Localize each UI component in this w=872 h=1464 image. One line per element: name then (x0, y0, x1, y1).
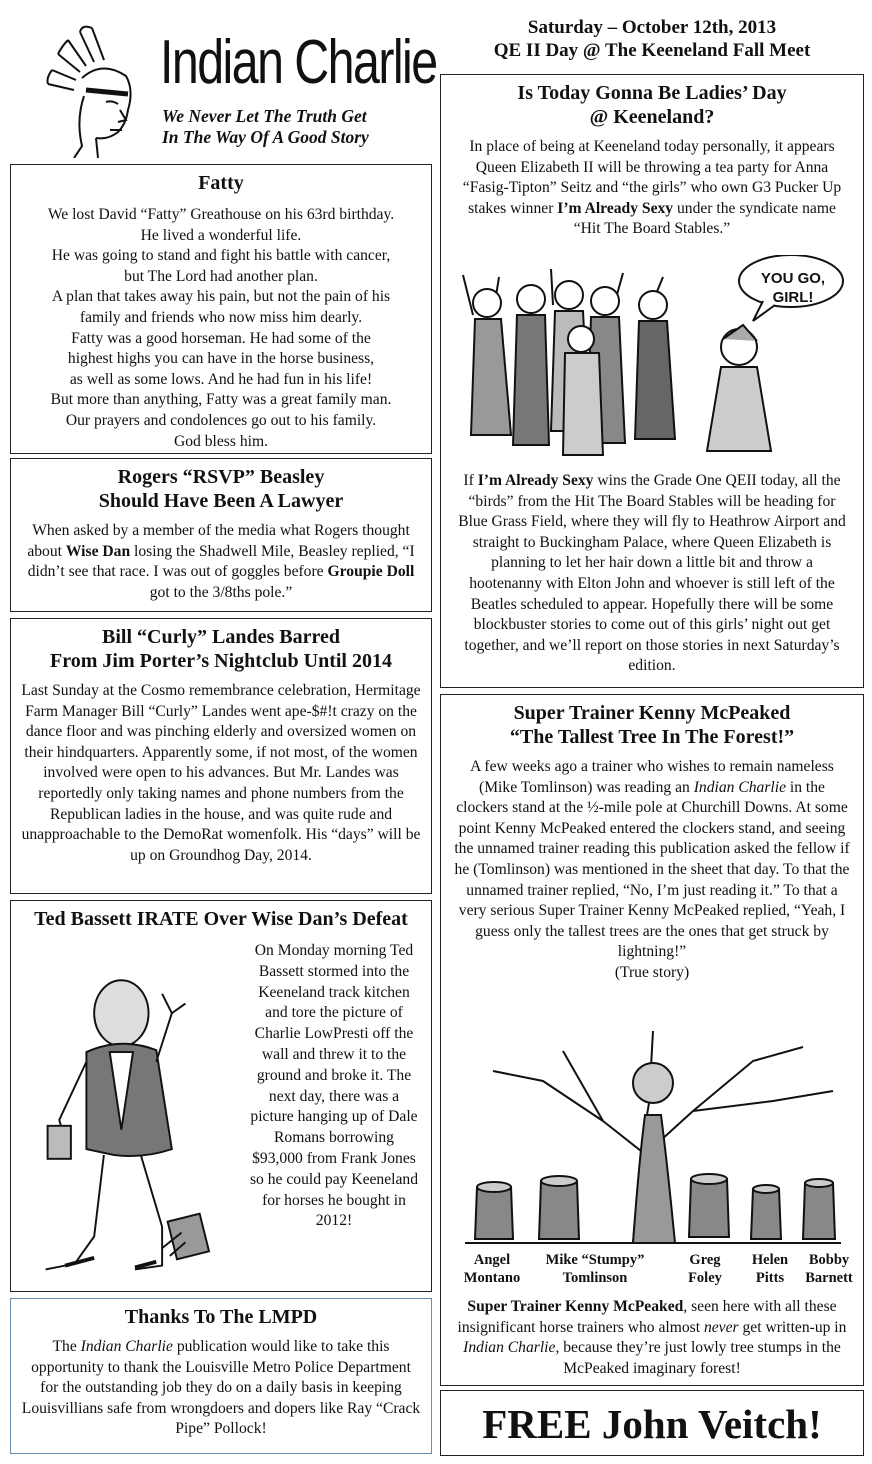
issue-date-line (440, 16, 864, 62)
stump-label-line: Pitts (755, 1270, 785, 1286)
ladies-text-3: If (463, 472, 478, 489)
fatty-line: Fatty was a good horseman. He had some of the (71, 329, 371, 347)
ladies-day-headline (441, 81, 863, 129)
fatty-line: But more than anything, Fatty was a great family man. (50, 391, 392, 409)
tagline-line-2: In The Way Of A Good Story (162, 127, 369, 147)
lmpd-text-2: publication would like to take this opportunity to thank the Louisville Metro Police Department for the outstanding job they do on a daily basis in keeping Louisvillians safe from wrongdoers and dopers like Ray “Crack Pipe” Pollock! (21, 1338, 421, 1438)
tree-caption (453, 1297, 851, 1379)
ladies-headline-line-2: @ Keeneland? (589, 106, 715, 128)
stump-label-line: Greg (689, 1252, 721, 1268)
stump-label-line: Montano (463, 1270, 521, 1286)
caption-text-3: , because they’re just lowly tree stumps in the McPeaked imaginary forest! (555, 1339, 841, 1377)
speech-bubble-line-1: YOU GO, (760, 270, 826, 287)
landes-article (10, 618, 432, 894)
fatty-line: but The Lord had another plan. (124, 267, 318, 285)
masthead-title: Indian Charlie (160, 28, 437, 97)
stump-label-line: Foley (688, 1270, 722, 1286)
stump-label-line: Angel (473, 1252, 511, 1268)
beasley-headline-line-1: Rogers “RSVP” Beasley (117, 466, 325, 488)
landes-headline-line-1: Bill “Curly” Landes Barred (102, 626, 340, 648)
beasley-text-2: losing the Shadwell Mile, Beasley replied, “I didn’t see that race. I was out of goggles before (27, 542, 415, 581)
ladies-body (453, 471, 851, 677)
ladies-bold-2: I’m Already Sexy (477, 472, 594, 489)
lmpd-article (10, 1298, 432, 1454)
fatty-line: as well as some lows. And he had fun in his life! (69, 370, 373, 388)
bassett-headline: Ted Bassett IRATE Over Wise Dan’s Defeat (34, 908, 408, 930)
ted-bassett-cartoon (23, 955, 243, 1285)
speech-bubble-line-2: GIRL! (772, 289, 814, 306)
mcpeaked-headline-line-1: Super Trainer Kenny McPeaked (513, 702, 791, 724)
stump-label-helen-pitts (743, 1251, 797, 1287)
beasley-bold-1: Wise Dan (65, 542, 131, 560)
fatty-body (11, 205, 431, 452)
stump-label-greg-foley (675, 1251, 735, 1287)
beasley-text-3: got to the 3/8ths pole.” (149, 583, 293, 601)
bassett-article (10, 900, 432, 1292)
bassett-body: On Monday morning Ted Bassett stormed into the Keeneland track kitchen and tore the picture of Charlie LowPresti off the wall and threw it to the ground and broke it. The next day, there was a picture hanging up of Dale Romans borrowing $93,000 from Frank Jones so he could pay Keeneland for horses he bought in 2012! (249, 942, 418, 1230)
mcpeaked-text-1: A few weeks ago a trainer who wishes to remain nameless (Mike Tomlinson) was reading an (470, 758, 834, 796)
free-john-veitch-text: FREE John Veitch! (482, 1401, 822, 1447)
stump-label-line: Helen (751, 1252, 789, 1268)
mcpeaked-text-2: in the clockers stand at the ½-mile pole at Churchill Downs. At some point Kenny McPeaked entered the clockers stand, and seeing the unnamed trainer reading this publication asked the fellow if he (Tomlinson) was mentioned in the sheet that day. To that the unnamed trainer replied, “No, I’m just reading it.” To that a very serious Super Trainer Kenny McPeaked replied, “Yeah, I guess only the tallest trees are the ones that get struck by lightning!” (454, 778, 850, 961)
ladies-headline-line-1: Is Today Gonna Be Ladies’ Day (517, 82, 787, 104)
caption-text-1: , seen here with all these insignificant horse trainers who almost (457, 1298, 837, 1336)
mcpeaked-body (441, 757, 863, 963)
indian-charlie-logo (22, 20, 150, 158)
caption-text-2: get written-up in (738, 1318, 847, 1336)
landes-headline-line-2: From Jim Porter’s Nightclub Until 2014 (50, 650, 392, 672)
stump-label-line: Barnett (805, 1270, 853, 1286)
stump-label-line: Tomlinson (562, 1270, 628, 1286)
lmpd-text-1: The (52, 1338, 81, 1355)
fatty-line: God bless him. (174, 432, 268, 450)
true-story-note: (True story) (614, 963, 690, 981)
beasley-headline-line-2: Should Have Been A Lawyer (98, 490, 344, 512)
stump-label-angel-montano (457, 1251, 527, 1287)
fatty-line: He was going to stand and fight his battle with cancer, (51, 247, 391, 265)
speech-bubble-text (747, 269, 839, 307)
stump-label-line: Bobby (808, 1252, 850, 1268)
stump-label-line: Mike “Stumpy” (545, 1252, 645, 1268)
ladies-text-2: under the syndicate name “Hit The Board Stables.” (573, 199, 836, 238)
lmpd-italic-1: Indian Charlie (80, 1338, 173, 1355)
beasley-headline (11, 465, 431, 513)
fatty-line: He lived a wonderful life. (140, 226, 302, 244)
fatty-line: We lost David “Fatty” Greathouse on his 63rd birthday. (47, 206, 395, 223)
beasley-body (11, 521, 431, 603)
fatty-line: highest highs you can have in the horse business, (67, 350, 375, 368)
fatty-line: A plan that takes away his pain, but not the pain of his (51, 288, 391, 306)
beasley-text-1: When asked by a member of the media what Rogers thought about (27, 522, 410, 560)
mcpeaked-headline-line-2: “The Tallest Tree In The Forest!” (509, 726, 795, 748)
masthead-tagline (162, 106, 369, 148)
mcpeaked-headline (441, 701, 863, 749)
tallest-tree-cartoon (453, 1011, 853, 1251)
mcpeaked-article (440, 694, 864, 1386)
ladies-day-article (440, 74, 864, 688)
landes-body: Last Sunday at the Cosmo remembrance celebration, Hermitage Farm Manager Bill “Curly” Landes went ape-$#!t crazy on the dance floor and was pinching elderly and oversized women on their hindquarters. Apparently some, if not most, of the women involved were open to his advances. But Mr. Landes was reportedly only taking names and phone numbers from the Republican ladies in the house, and was quite rude and unapproachable to the DemoRat womenfolk. His “days” will be up on Groundhog Day, 2014. (21, 682, 421, 864)
beasley-bold-2: Groupie Doll (327, 563, 415, 581)
caption-bold: Super Trainer Kenny McPeaked (467, 1298, 684, 1315)
fatty-line: Our prayers and condolences go out to his family. (65, 411, 377, 429)
issue-event: QE II Day @ The Keeneland Fall Meet (493, 40, 811, 61)
tagline-line-1: We Never Let The Truth Get (162, 106, 367, 126)
lmpd-headline: Thanks To The LMPD (124, 1306, 318, 1328)
mcpeaked-italic-1: Indian Charlie (693, 778, 786, 796)
stump-label-bobby-barnett (799, 1251, 859, 1287)
caption-italic-2: Indian Charlie (463, 1339, 556, 1357)
landes-headline (11, 625, 431, 673)
stump-label-mike-tomlinson (533, 1251, 657, 1287)
ladies-bold-1: I’m Already Sexy (557, 199, 674, 217)
issue-date: Saturday – October 12th, 2013 (527, 17, 777, 38)
ladies-intro (441, 137, 863, 240)
free-john-veitch-banner (440, 1390, 864, 1456)
fatty-headline: Fatty (198, 172, 244, 194)
ladies-text-1: In place of being at Keeneland today personally, it appears Queen Elizabeth II will be throwing a tea party for Anna “Fasig-Tipton” Seitz and “the girls” who own G3 Pucker Up stakes winner (462, 138, 842, 217)
fatty-article (10, 164, 432, 454)
ladies-text-4: wins the Grade One QEII today, all the “birds” from the Hit The Board Stables will be heading for Blue Grass Field, where they will fly to Heathrow Airport and straight to Buckingham Palace, where Queen Elizabeth is planning to let her hair down a little bit and throw a hootenanny with Elton John and whoever is still left of the Beatles scheduled to appear. Hopefully there will be some blockbuster stories to come out of this girls’ night out get together, and we’ll report on those stories in next Saturday’s edition. (458, 472, 846, 675)
beasley-article (10, 458, 432, 612)
caption-italic-1: never (703, 1318, 739, 1336)
fatty-line: family and friends who now miss him dearly. (79, 308, 363, 326)
lmpd-body (11, 1337, 431, 1440)
